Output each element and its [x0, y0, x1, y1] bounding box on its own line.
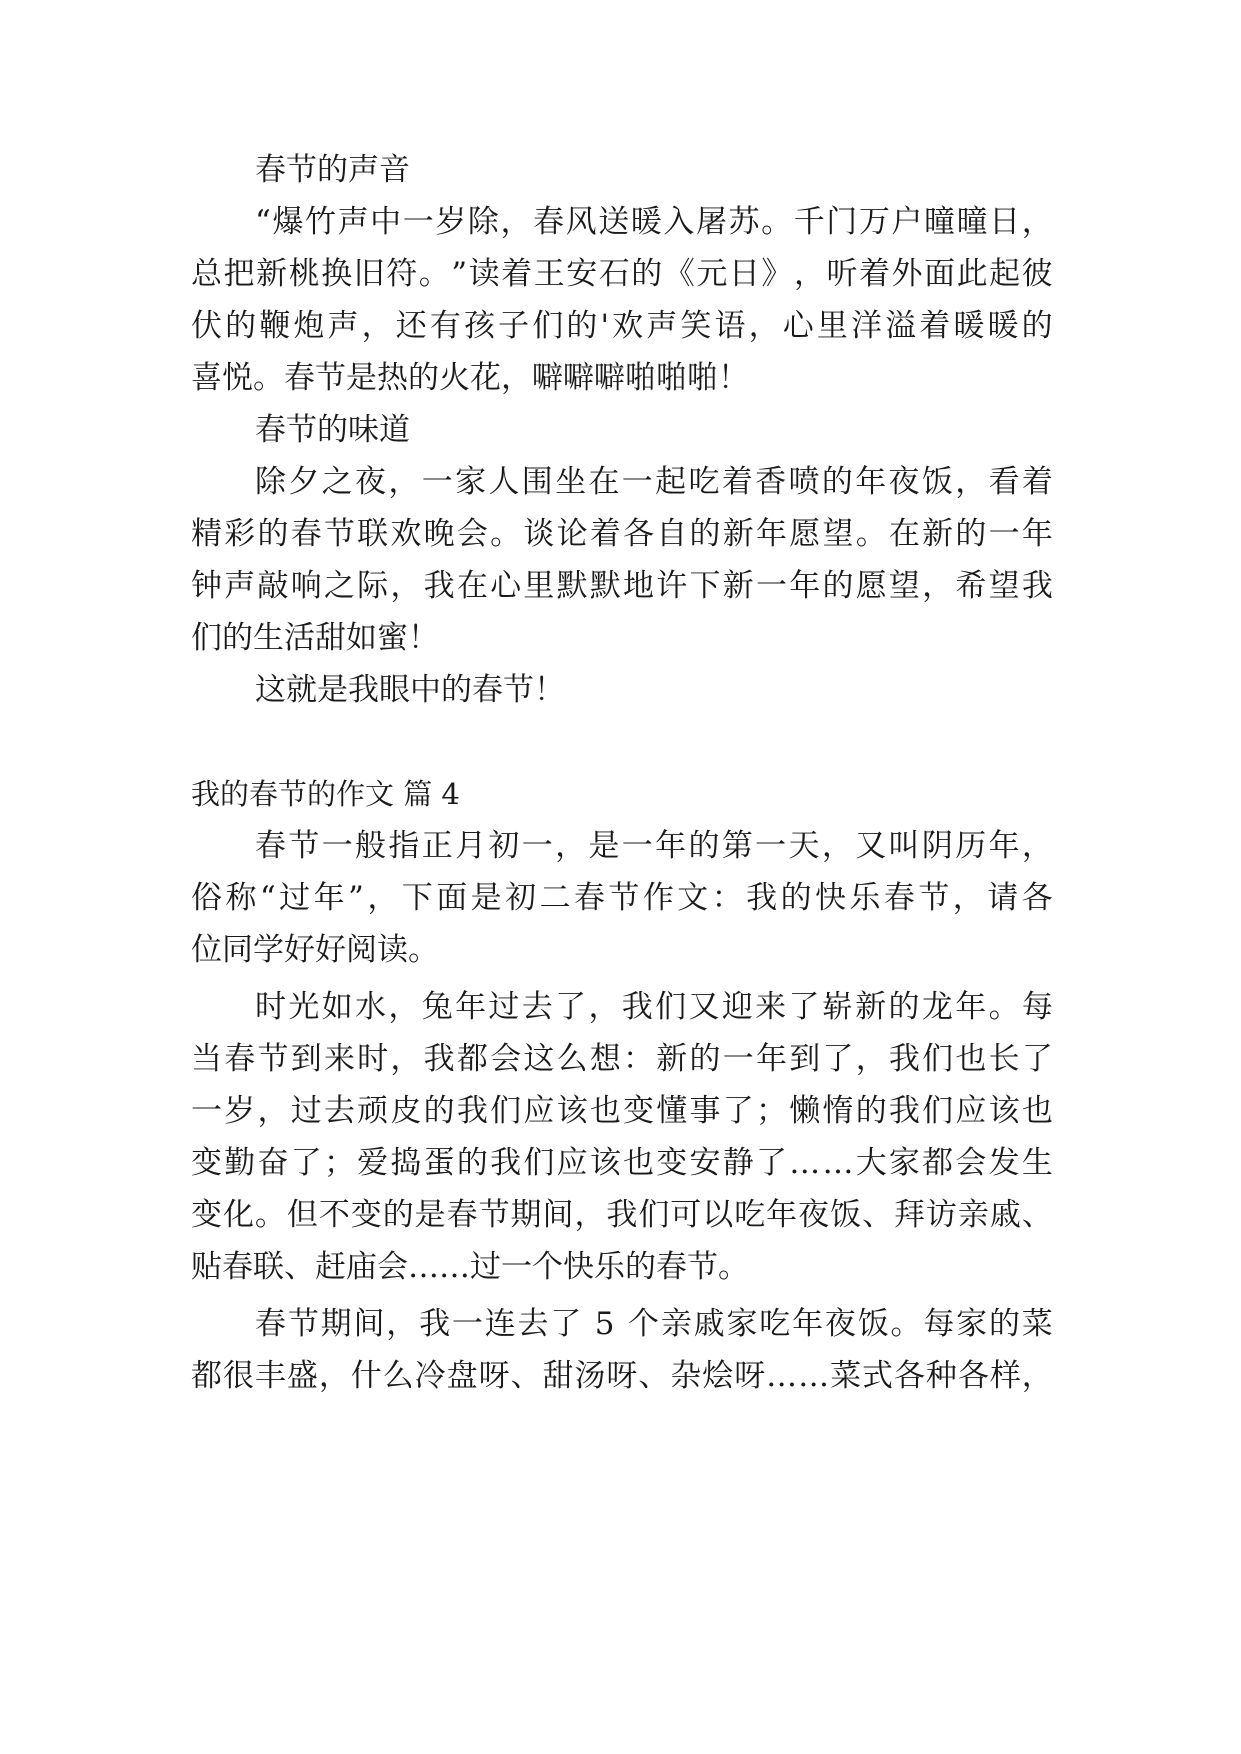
paragraph-line: 伏 的 鞭 炮 声 ， 还 有 孩 子 们 的 ' 欢 声 笑 语 ， 心 里 洋 溢 着 暖 暖 的 [191, 308, 1053, 344]
article-title: 我的春节的作文 篇 4 [191, 777, 460, 811]
paragraph-line: 时 光 如 水 ， 兔 年 过 去 了 ， 我 们 又 迎 来 了 崭 新 的 龙 年 。 每 [255, 989, 1053, 1025]
paragraph-line: 春 节 期 间 ， 我 一 连 去 了 5 个 亲 戚 家 吃 年 夜 饭 。 每 家 的 菜 [255, 1306, 1053, 1342]
section-heading-sound: 春节的声音 [255, 152, 410, 188]
paragraph-line: “ 爆 竹 声 中 一 岁 除 ， 春 风 送 暖 入 屠 苏 。 千 门 万 户 曈 曈 日 ， [255, 204, 1053, 240]
paragraph-line: 除 夕 之 夜 ， 一 家 人 围 坐 在 一 起 吃 着 香 喷 的 年 夜 饭 ， 看 着 [255, 464, 1053, 500]
section-heading-taste: 春节的味道 [255, 412, 410, 448]
paragraph-line: 当 春 节 到 来 时 ， 我 都 会 这 么 想 ： 新 的 一 年 到 了 ， 我 们 也 长 了 [191, 1041, 1053, 1077]
paragraph-line: 春 节 一 般 指 正 月 初 一 ， 是 一 年 的 第 一 天 ， 又 叫 阴 历 年 ， [255, 828, 1053, 864]
paragraph-line: 一 岁 ， 过 去 顽 皮 的 我 们 应 该 也 变 懂 事 了 ； 懒 惰 的 我 们 应 该 也 [191, 1093, 1053, 1129]
paragraph-line: 总 把 新 桃 换 旧 符 。 ” 读 着 王 安 石 的 《 元 日 》 ， 听 着 外 面 此 起 彼 [191, 256, 1053, 292]
paragraph-line: 都 很 丰 盛 ， 什 么 冷 盘 呀 、 甜 汤 呀 、 杂 烩 呀 … … 菜 式 各 种 各 样 ， [191, 1358, 1053, 1394]
paragraph-line: 精 彩 的 春 节 联 欢 晚 会 。 谈 论 着 各 自 的 新 年 愿 望 。 在 新 的 一 年 [191, 516, 1053, 552]
paragraph-line: 变 勤 奋 了 ； 爱 捣 蛋 的 我 们 应 该 也 变 安 静 了 … … 大 家 都 会 发 生 [191, 1145, 1053, 1181]
paragraph-line: 位同学好好阅读。 [191, 932, 439, 968]
paragraph-line: 们的生活甜如蜜！ [191, 620, 439, 656]
paragraph-line: 俗 称 “ 过 年 ” ， 下 面 是 初 二 春 节 作 文 ： 我 的 快 乐 春 节 ， 请 各 [191, 880, 1053, 916]
paragraph-line: 喜悦。春节是热的火花，噼噼噼啪啪啪！ [191, 360, 749, 396]
paragraph-line: 钟 声 敲 响 之 际 ， 我 在 心 里 默 默 地 许 下 新 一 年 的 愿 望 ， 希 望 我 [191, 568, 1053, 604]
paragraph-line: 变 化 。 但 不 变 的 是 春 节 期 间 ， 我 们 可 以 吃 年 夜 饭 、 拜 访 亲 戚 、 [191, 1197, 1053, 1233]
paragraph-line: 贴春联、赶庙会……过一个快乐的春节。 [191, 1249, 749, 1285]
paragraph-line: 这就是我眼中的春节！ [255, 672, 565, 708]
